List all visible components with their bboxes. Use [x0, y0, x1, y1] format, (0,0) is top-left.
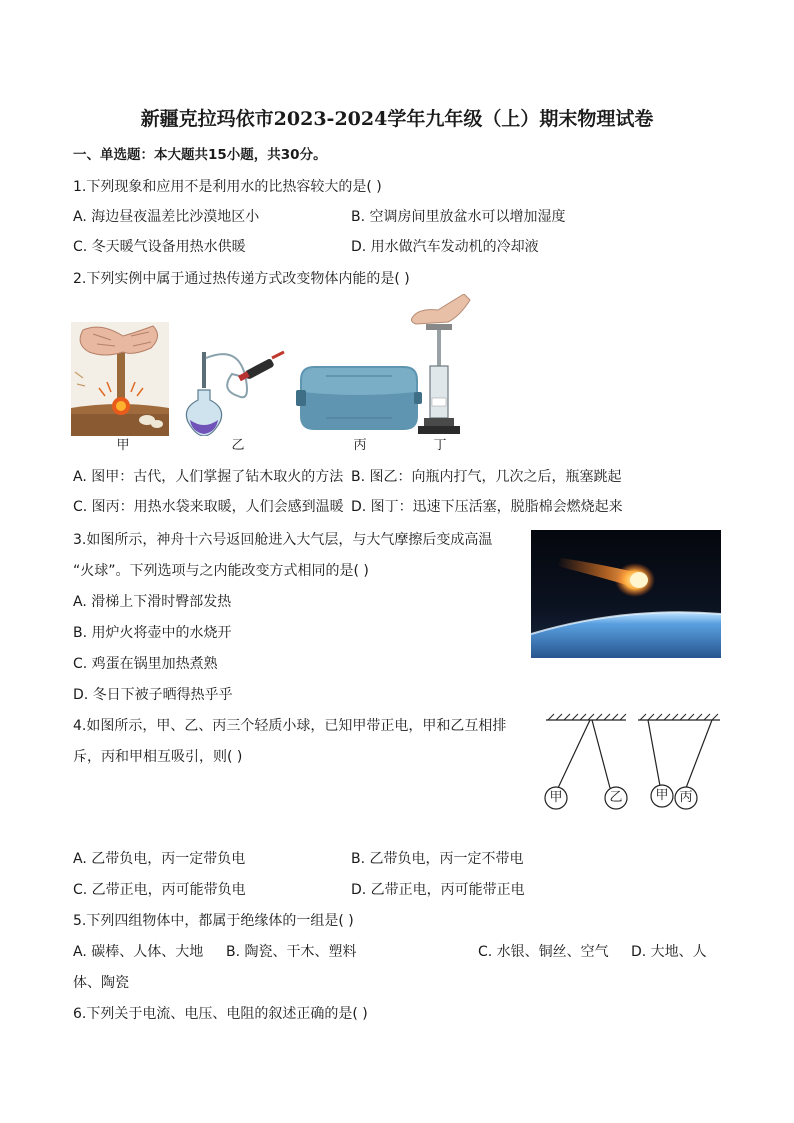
q3-option-a: A. 滑梯上下滑时臀部发热 — [73, 594, 232, 610]
q5-option-d: D. 大地、人 — [631, 944, 707, 960]
q5-option-c: C. 水银、铜丝、空气 — [478, 944, 609, 960]
q2-caption-bing: 丙 — [353, 438, 367, 453]
q3-option-b: B. 用炉火将壶中的水烧开 — [73, 625, 232, 641]
q2-option-d: D. 图丁：迅速下压活塞，脱脂棉会燃烧起来 — [351, 499, 623, 515]
q5-option-b: B. 陶瓷、干木、塑料 — [226, 944, 357, 960]
q2-option-c: C. 图丙：用热水袋来取暖，人们会感到温暖 — [73, 499, 344, 515]
q1-option-a: A. 海边昼夜温差比沙漠地区小 — [73, 209, 260, 225]
q2-stem: 2.下列实例中属于通过热传递方式改变物体内能的是( ) — [73, 271, 410, 287]
q6-stem: 6.下列关于电流、电压、电阻的叙述正确的是( ) — [73, 1006, 368, 1022]
q2-caption-jia: 甲 — [116, 438, 130, 453]
ball-label-jia-1: 甲 — [549, 790, 563, 805]
q3-stem-line2: “火球”。下列选项与之内能改变方式相同的是( ) — [73, 563, 369, 579]
hot-water-bag-figure — [296, 362, 424, 434]
page-title: 新疆克拉玛依市2023-2024学年九年级（上）期末物理试卷 — [140, 108, 654, 130]
q2-option-a: A. 图甲：古代，人们掌握了钻木取火的方法 — [73, 469, 344, 485]
reentry-fireball-figure — [531, 530, 721, 658]
q1-option-c: C. 冬天暖气设备用热水供暖 — [73, 239, 246, 255]
q1-option-b: B. 空调房间里放盆水可以增加湿度 — [351, 209, 566, 225]
q5-option-a: A. 碳棒、人体、大地 — [73, 944, 204, 960]
q5-stem: 5.下列四组物体中，都属于绝缘体的一组是( ) — [73, 913, 354, 929]
q1-option-d: D. 用水做汽车发动机的冷却液 — [351, 239, 539, 255]
q4-option-c: C. 乙带正电，丙可能带负电 — [73, 882, 246, 898]
drill-fire-figure — [71, 322, 169, 436]
q4-stem-line1: 4.如图所示，甲、乙、丙三个轻质小球，已知甲带正电，甲和乙互相排 — [73, 718, 507, 734]
q5-option-d-continued: 体、陶瓷 — [73, 975, 129, 991]
q3-option-d: D. 冬日下被子晒得热乎乎 — [73, 687, 233, 703]
flask-pump-figure — [180, 350, 290, 436]
ball-label-yi: 乙 — [609, 790, 623, 805]
q1-stem: 1.下列现象和应用不是利用水的比热容较大的是( ) — [73, 179, 382, 195]
q2-caption-yi: 乙 — [231, 438, 245, 453]
q4-option-d: D. 乙带正电，丙可能带正电 — [351, 882, 525, 898]
ball-label-bing: 丙 — [679, 790, 693, 805]
section-heading: 一、单选题：本大题共15小题，共30分。 — [73, 147, 327, 163]
q2-caption-ding: 丁 — [433, 438, 447, 453]
q3-option-c: C. 鸡蛋在锅里加热煮熟 — [73, 656, 218, 672]
ball-label-jia-2: 甲 — [655, 788, 669, 803]
q4-option-b: B. 乙带负电，丙一定不带电 — [351, 851, 524, 867]
q3-stem-line1: 3.如图所示，神舟十六号返回舱进入大气层，与大气摩擦后变成高温 — [73, 532, 493, 548]
q4-option-a: A. 乙带负电，丙一定带负电 — [73, 851, 246, 867]
q2-option-b: B. 图乙：向瓶内打气，几次之后，瓶塞跳起 — [351, 469, 622, 485]
charged-balls-diagram — [540, 712, 726, 814]
compression-cylinder-figure — [408, 294, 472, 436]
q4-stem-line2: 斥，丙和甲相互吸引，则( ) — [73, 749, 243, 765]
